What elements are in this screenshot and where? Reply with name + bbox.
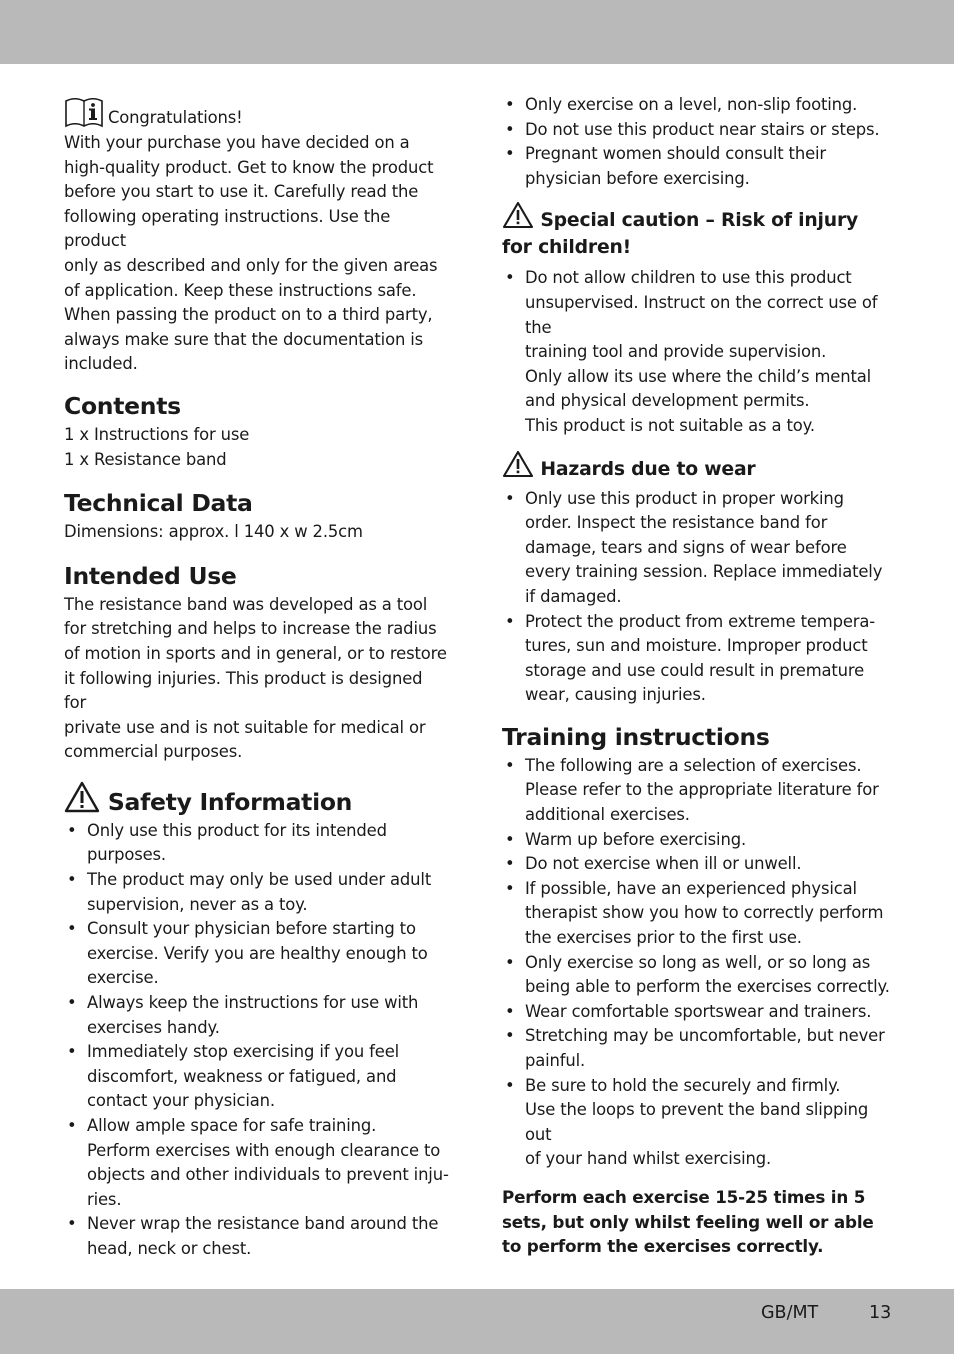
wear-heading <box>502 450 894 483</box>
intro-heading <box>64 96 449 128</box>
left-column <box>64 96 449 1262</box>
list-item: • Be sure to hold the securely and firmly. Use the loops to prevent the band slipping out of your hand whilst exercising. <box>505 1075 869 1169</box>
training-heading: Training instructions <box>502 722 770 751</box>
header-bar <box>0 0 954 64</box>
contents-list <box>64 423 449 472</box>
list-item: • Warm up before exercising. <box>505 829 747 849</box>
safety-heading <box>64 781 449 817</box>
children-list <box>502 266 894 438</box>
right-column <box>502 93 894 1259</box>
training-note: Perform each exercise 15-25 times in 5 sets, but only whilst feeling well or able to perform the exercises correctly. <box>502 1186 874 1257</box>
list-item: • Do not allow children to use this product unsupervised. Instruct on the correct use of the training tool and provide supervision. Only allow its use where the child’s mental and physical development permits. This product is not suitable as a toy. <box>505 268 878 435</box>
list-item: • If possible, have an experienced physical therapist show you how to correctly perform the exercises prior to the first use. <box>505 878 884 948</box>
intro-greeting: Congratulations! <box>108 108 243 127</box>
warning-triangle-icon <box>502 450 534 478</box>
list-item: • Only exercise so long as well, or so long as being able to perform the exercises correctly. <box>505 952 890 997</box>
intended-heading: Intended Use <box>64 561 237 590</box>
wear-list <box>502 487 894 708</box>
list-item: • Do not use this product near stairs or steps. <box>505 119 880 139</box>
warning-triangle-icon <box>64 781 100 813</box>
children-heading <box>502 201 894 261</box>
list-item: • Only use this product in proper working order. Inspect the resistance band for damage, tears and signs of wear before every training session. Replace immediately if damaged. <box>505 488 883 606</box>
list-item: • The product may only be used under adult supervision, never as a toy. <box>67 870 432 914</box>
training-list <box>502 754 894 1172</box>
children-title-line1: Special caution – Risk of injury <box>540 210 859 232</box>
list-item: • Do not exercise when ill or unwell. <box>505 854 802 874</box>
intro-text: With your purchase you have decided on a high-quality product. Get to know the product before you start to use it. Carefully read the following operating instructions. Use the product only as described and only for the given areas of application. Keep these instructions safe. When passing the product on to a third party, always make sure that the documentation is included. <box>64 133 438 374</box>
wear-title: Hazards due to wear <box>540 458 756 480</box>
contents-heading: Contents <box>64 391 181 420</box>
list-item: • Protect the product from extreme tempera- tures, sun and moisture. Improper product storage and use could result in premature wear, causing injuries. <box>505 611 876 705</box>
warning-triangle-icon <box>502 201 534 229</box>
safety-list-continued <box>502 93 894 191</box>
contents-item: 1 x Resistance band <box>64 449 227 469</box>
list-item: • Only exercise on a level, non-slip footing. <box>505 95 858 114</box>
list-item: • Never wrap the resistance band around the head, neck or chest. <box>67 1214 439 1258</box>
list-item: • Stretching may be uncomfortable, but never painful. <box>505 1026 885 1070</box>
technical-heading: Technical Data <box>64 489 253 518</box>
intended-text: The resistance band was developed as a tool for stretching and helps to increase the radius of motion in sports and in general, or to restore it following injuries. This product is designed for private use and is not suitable for medical or commercial purposes. <box>64 594 447 762</box>
list-item: • The following are a selection of exercises. Please refer to the appropriate literature for additional exercises. <box>505 755 879 825</box>
list-item: • Only use this product for its intended purposes. <box>67 820 387 865</box>
list-item: • Wear comfortable sportswear and trainers. <box>505 1001 872 1021</box>
footer-region: GB/MT <box>761 1303 819 1323</box>
safety-title: Safety Information <box>107 787 353 816</box>
list-item: • Consult your physician before starting to exercise. Verify you are healthy enough to exercise. <box>67 919 428 988</box>
page-number: 13 <box>869 1303 892 1323</box>
info-book-icon <box>64 96 104 128</box>
safety-list <box>64 819 449 1262</box>
list-item: • Allow ample space for safe training. Perform exercises with enough clearance to objects and other individuals to prevent inju- ries. <box>67 1116 449 1209</box>
list-item: • Immediately stop exercising if you feel discomfort, weakness or fatigued, and contact your physician. <box>67 1042 400 1111</box>
children-title-line2: for children! <box>502 237 632 259</box>
technical-dimensions: Dimensions: approx. l 140 x w 2.5cm <box>64 522 363 542</box>
contents-item: 1 x Instructions for use <box>64 424 250 444</box>
list-item: • Always keep the instructions for use with exercises handy. <box>67 993 419 1037</box>
list-item: • Pregnant women should consult their physician before exercising. <box>505 144 827 188</box>
